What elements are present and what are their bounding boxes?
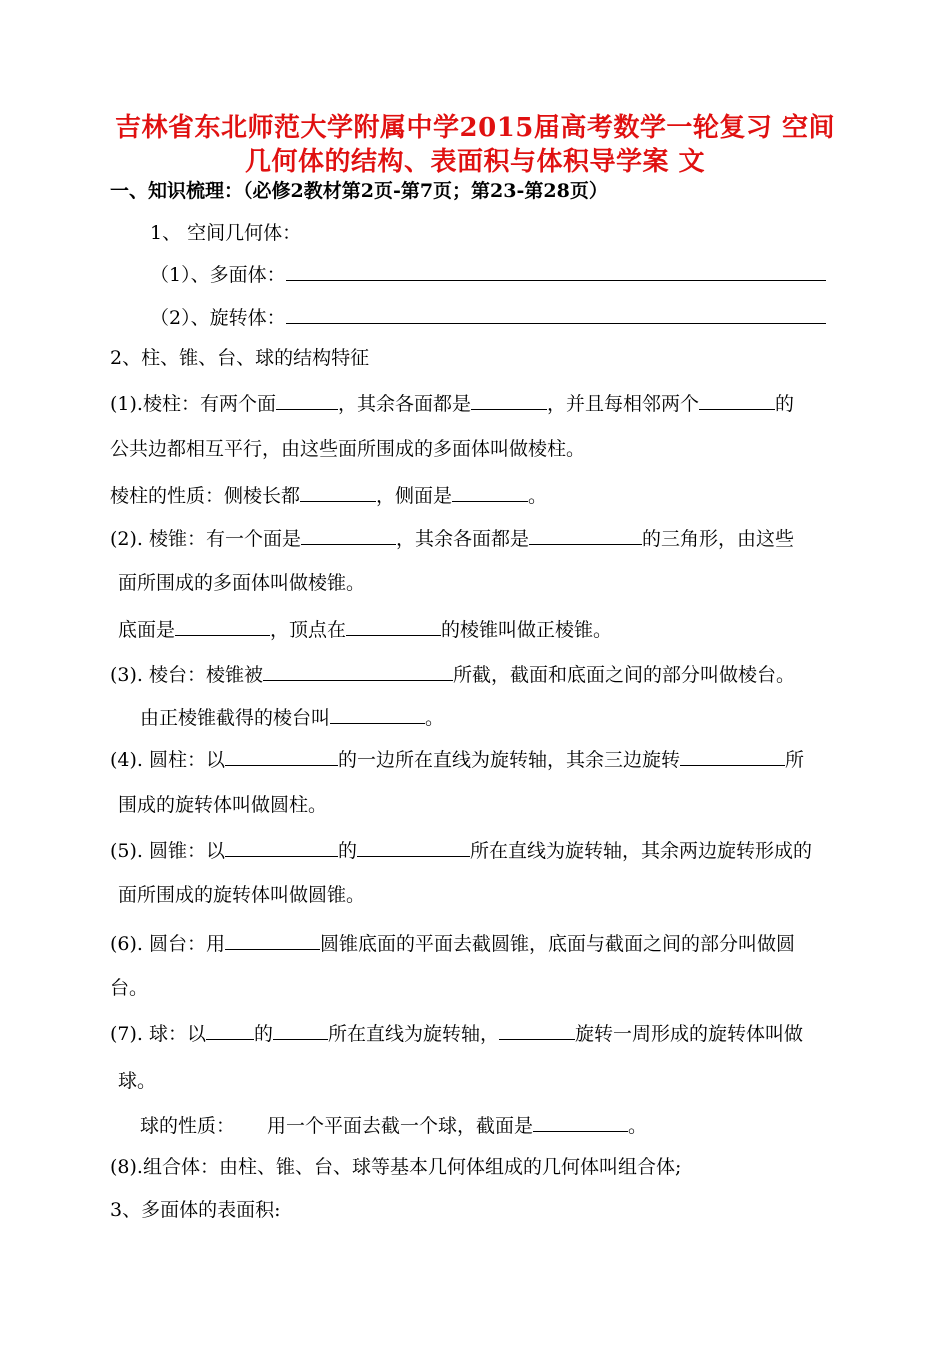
regular-frustum-row <box>140 703 444 731</box>
prism-blank-1[interactable] <box>276 389 338 410</box>
regular-frustum-blank[interactable] <box>330 703 425 724</box>
prism-blank-2[interactable] <box>471 389 547 410</box>
item-1-label: 1、 空间几何体： <box>150 222 302 244</box>
solid-of-revolution-label: （2）、旋转体： <box>150 307 286 329</box>
truncated-cone-blank[interactable] <box>225 929 320 950</box>
sphere-definition-row <box>110 1019 803 1047</box>
sphere-blank-1[interactable] <box>206 1019 254 1040</box>
regular-pyramid-blank-1[interactable] <box>175 615 270 636</box>
sphere-blank-2[interactable] <box>273 1019 328 1040</box>
cylinder-definition-row <box>110 745 804 773</box>
pyramid-blank-1[interactable] <box>301 524 396 545</box>
cylinder-text-b: 的一边所在直线为旋转轴，其余三边旋转 <box>338 749 681 771</box>
pyramid-definition-cont: 面所围成的多面体叫做棱锥。 <box>118 572 366 594</box>
prism-text-b: ，其余各面都是 <box>337 393 471 415</box>
sphere-property-blank[interactable] <box>533 1111 628 1132</box>
cone-blank-2[interactable] <box>357 836 470 857</box>
solid-of-revolution-row <box>150 303 826 331</box>
sphere-definition-cont: 球。 <box>118 1070 157 1092</box>
cylinder-text-a: (4). 圆柱：以 <box>110 749 225 771</box>
cone-text-b: 的 <box>338 840 358 862</box>
truncated-cone-text-a: (6). 圆台：用 <box>110 933 225 955</box>
pyramid-text-b: ，其余各面都是 <box>396 528 530 550</box>
frustum-text-b: 所截，截面和底面之间的部分叫做棱台。 <box>453 664 796 686</box>
prism-blank-3[interactable] <box>699 389 775 410</box>
sphere-text-b: 的 <box>254 1023 274 1045</box>
cone-definition-cont: 面所围成的旋转体叫做圆锥。 <box>118 884 366 906</box>
regular-pyramid-text-a: 底面是 <box>118 619 176 641</box>
frustum-definition-row <box>110 660 795 688</box>
prism-text-c: ，并且每相邻两个 <box>546 393 699 415</box>
polyhedron-row <box>150 260 826 288</box>
pyramid-text-a: (2). 棱锥：有一个面是 <box>110 528 301 550</box>
cone-blank-1[interactable] <box>225 836 338 857</box>
composite-definition: (8).组合体：由柱、锥、台、球等基本几何体组成的几何体叫组合体; <box>110 1156 682 1178</box>
polyhedron-label: （1）、多面体： <box>150 264 286 286</box>
sphere-property-row <box>140 1111 647 1139</box>
prism-property-text-b: ，侧面是 <box>376 485 453 507</box>
regular-pyramid-text-b: ，顶点在 <box>270 619 347 641</box>
sphere-text-d: 旋转一周形成的旋转体叫做 <box>575 1023 804 1045</box>
document-title-line-2: 几何体的结构、表面积与体积导学案 文 <box>244 147 706 177</box>
prism-property-text-a: 棱柱的性质：侧棱长都 <box>110 485 301 507</box>
pyramid-text-c: 的三角形，由这些 <box>642 528 795 550</box>
sphere-property-text: 用一个平面去截一个球，截面是 <box>267 1115 534 1137</box>
regular-frustum-text-a: 由正棱锥截得的棱台叫 <box>140 707 331 729</box>
item-2-label: 2、柱、锥、台、球的结构特征 <box>110 347 370 369</box>
truncated-cone-text-b: 圆锥底面的平面去截圆锥，底面与截面之间的部分叫做圆 <box>320 933 796 955</box>
cylinder-blank-2[interactable] <box>680 745 785 766</box>
frustum-blank-1[interactable] <box>263 660 453 681</box>
cylinder-blank-1[interactable] <box>225 745 338 766</box>
cylinder-definition-cont: 围成的旋转体叫做圆柱。 <box>118 794 328 816</box>
section-heading-knowledge-review: 一、知识梳理：（必修2教材第2页-第7页；第23-第28页） <box>110 180 608 202</box>
cone-text-c: 所在直线为旋转轴，其余两边旋转形成的 <box>470 840 813 862</box>
item-3-label: 3、多面体的表面积: <box>110 1199 281 1221</box>
prism-definition-cont: 公共边都相互平行，由这些面所围成的多面体叫做棱柱。 <box>110 438 586 460</box>
truncated-cone-definition-row <box>110 929 795 957</box>
cone-text-a: (5). 圆锥：以 <box>110 840 225 862</box>
regular-pyramid-text-c: 的棱锥叫做正棱锥。 <box>441 619 613 641</box>
prism-property-text-c: 。 <box>528 485 548 507</box>
sphere-text-c: 所在直线为旋转轴， <box>328 1023 500 1045</box>
cylinder-text-c: 所 <box>785 749 805 771</box>
regular-pyramid-row <box>118 615 612 643</box>
truncated-cone-definition-cont: 台。 <box>110 977 149 999</box>
prism-property-blank-1[interactable] <box>300 481 376 502</box>
regular-pyramid-blank-2[interactable] <box>346 615 441 636</box>
sphere-text-a: (7). 球：以 <box>110 1023 206 1045</box>
solid-of-revolution-blank[interactable] <box>286 303 826 324</box>
cone-definition-row <box>110 836 812 864</box>
prism-definition-row <box>110 389 794 417</box>
sphere-blank-3[interactable] <box>499 1019 575 1040</box>
sphere-property-end: 。 <box>628 1115 648 1137</box>
prism-text-d: 的 <box>775 393 795 415</box>
regular-frustum-text-b: 。 <box>425 707 445 729</box>
prism-property-blank-2[interactable] <box>452 481 528 502</box>
frustum-text-a: (3). 棱台：棱锥被 <box>110 664 263 686</box>
pyramid-blank-2[interactable] <box>529 524 642 545</box>
prism-text-a: (1).棱柱：有两个面 <box>110 393 276 415</box>
polyhedron-blank[interactable] <box>286 260 826 281</box>
pyramid-definition-row <box>110 524 794 552</box>
document-title-line-1: 吉林省东北师范大学附属中学2015届高考数学一轮复习 空间 <box>115 113 835 143</box>
sphere-property-label: 球的性质： <box>140 1115 236 1137</box>
prism-property-row <box>110 481 547 509</box>
